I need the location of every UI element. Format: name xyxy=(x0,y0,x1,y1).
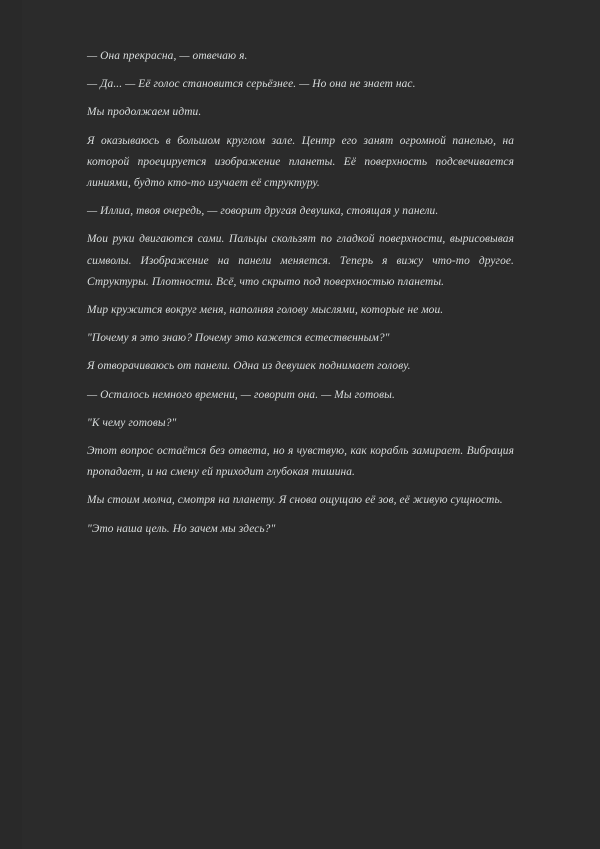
paragraph: — Осталось немного времени, — говорит она. — Мы готовы. xyxy=(87,388,395,401)
paragraph: — Иллиа, твоя очередь, — говорит другая девушка, стоящая у панели. xyxy=(87,205,439,218)
paragraph: "Это наша цель. Но зачем мы здесь?" xyxy=(87,522,276,535)
paragraph: "Почему я это знаю? Почему это кажется естественным?" xyxy=(87,332,390,345)
paragraph: — Она прекрасна, — отвечаю я. xyxy=(87,50,248,62)
paragraph: "К чему готовы?" xyxy=(87,416,177,429)
paragraph: Мы продолжаем идти. xyxy=(87,106,202,119)
paragraph: Мир кружится вокруг меня, наполняя голову мыслями, которые не мои. xyxy=(87,304,444,317)
paragraph: Мы стоим молча, смотря на планету. Я снова ощущаю её зов, её живую сущность. xyxy=(87,494,503,507)
paragraph: — Да... — Её голос становится серьёзнее. — Но она не знает нас. xyxy=(87,78,416,91)
paragraph: Я оказываюсь в большом круглом зале. Центр его занят огромной панелью, на которой проецируется изображение планеты. Её поверхность подсвечивается линиями, будто кто-то изучает её структуру. xyxy=(87,134,514,190)
paragraph: Мои руки двигаются сами. Пальцы скользят по гладкой поверхности, вырисовывая символы. Изображение на панели меняется. Теперь я вижу что-то другое. Структуры. Плотности. Всё, что скрыто под поверхностью планеты. xyxy=(87,233,514,288)
paragraph: Этот вопрос остаётся без ответа, но я чувствую, как корабль замирает. Вибрация пропадает, и на смену ей приходит глубокая тишина. xyxy=(87,445,514,479)
page-text-column xyxy=(87,46,514,540)
page-left-gutter xyxy=(0,0,22,849)
paragraph: Я отворачиваюсь от панели. Одна из девушек поднимает голову. xyxy=(87,360,411,373)
